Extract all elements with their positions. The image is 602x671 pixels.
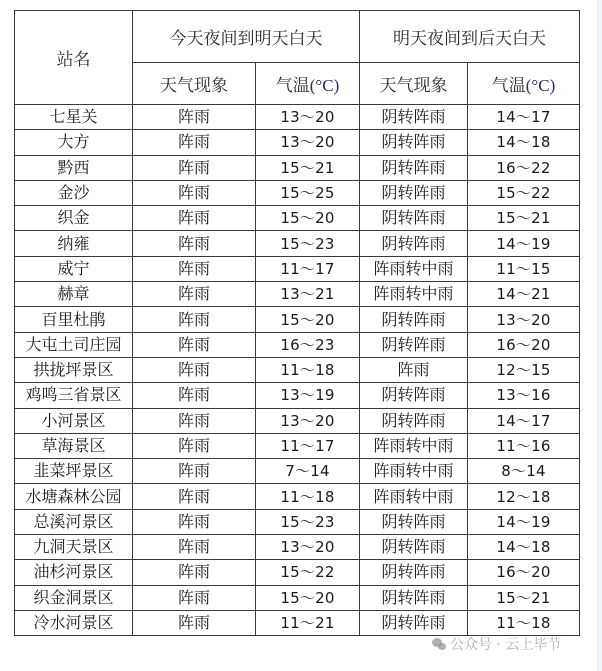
table-row [15, 332, 580, 357]
table-row [15, 256, 580, 281]
table-row [15, 357, 580, 382]
station-name: 水塘森林公园 [15, 484, 133, 509]
table-row [15, 282, 580, 307]
weather-period1: 阵雨 [133, 459, 256, 484]
weather-period1: 阵雨 [133, 155, 256, 180]
weather-period1: 阵雨 [133, 231, 256, 256]
weather-period2: 阵雨转中雨 [360, 484, 468, 509]
header-row-periods [15, 11, 580, 63]
weather-period2: 阴转阵雨 [360, 509, 468, 534]
temp-period1: 15～20 [256, 206, 360, 231]
weather-period1: 阵雨 [133, 332, 256, 357]
temp-period1: 11～17 [256, 256, 360, 281]
temp-period2: 13～16 [468, 383, 580, 408]
station-name: 金沙 [15, 180, 133, 205]
weather-period1: 阵雨 [133, 357, 256, 382]
temp-period2: 14～17 [468, 408, 580, 433]
weather-period2: 阵雨转中雨 [360, 256, 468, 281]
table-row [15, 585, 580, 610]
station-name: 织金洞景区 [15, 585, 133, 610]
temp-period2: 14～17 [468, 105, 580, 130]
table-row [15, 130, 580, 155]
weather-period2: 阴转阵雨 [360, 130, 468, 155]
temp-period2: 14～21 [468, 282, 580, 307]
temp-period1: 13～20 [256, 535, 360, 560]
weather-period1: 阵雨 [133, 105, 256, 130]
station-name: 总溪河景区 [15, 509, 133, 534]
table-row [15, 560, 580, 585]
temp-period2: 16～20 [468, 332, 580, 357]
temp-period1: 11～18 [256, 484, 360, 509]
header-period-tomorrow-night-day-after: 明天夜间到后天白天 [360, 11, 580, 63]
station-name: 冷水河景区 [15, 610, 133, 635]
station-name: 拱拢坪景区 [15, 357, 133, 382]
station-name: 鸡鸣三省景区 [15, 383, 133, 408]
weather-period1: 阵雨 [133, 433, 256, 458]
station-name: 大方 [15, 130, 133, 155]
temp-period1: 11～21 [256, 610, 360, 635]
page-edge-strip [597, 0, 602, 671]
temp-period2: 15～21 [468, 585, 580, 610]
table-row [15, 433, 580, 458]
weather-period2: 阴转阵雨 [360, 408, 468, 433]
weather-period2: 阴转阵雨 [360, 585, 468, 610]
station-name: 韭菜坪景区 [15, 459, 133, 484]
weather-period1: 阵雨 [133, 535, 256, 560]
temp-period1: 11～17 [256, 433, 360, 458]
temp-period1: 15～22 [256, 560, 360, 585]
temp-period2: 11～15 [468, 256, 580, 281]
watermark-text: 公众号 · 云上毕节 [450, 637, 562, 653]
temp-period2: 15～21 [468, 206, 580, 231]
weather-period1: 阵雨 [133, 206, 256, 231]
temp-period2: 12～15 [468, 357, 580, 382]
weather-period2: 阴转阵雨 [360, 610, 468, 635]
temp-period2: 14～18 [468, 535, 580, 560]
station-name: 织金 [15, 206, 133, 231]
weather-period1: 阵雨 [133, 180, 256, 205]
station-name: 黔西 [15, 155, 133, 180]
temp-period2: 13～20 [468, 307, 580, 332]
temp-period1: 15～23 [256, 231, 360, 256]
weather-period2: 阴转阵雨 [360, 383, 468, 408]
temp-period1: 15～20 [256, 585, 360, 610]
weather-period2: 阵雨转中雨 [360, 459, 468, 484]
weather-period2: 阴转阵雨 [360, 535, 468, 560]
temp-period2: 16～20 [468, 560, 580, 585]
temp-period2: 16～22 [468, 155, 580, 180]
temp-period1: 15～21 [256, 155, 360, 180]
weather-period1: 阵雨 [133, 585, 256, 610]
weather-period2: 阴转阵雨 [360, 307, 468, 332]
table-row [15, 105, 580, 130]
temp-label: 气温 [491, 76, 526, 96]
table-row [15, 535, 580, 560]
temp-period2: 8～14 [468, 459, 580, 484]
weather-period2: 阴转阵雨 [360, 155, 468, 180]
temp-period2: 12～18 [468, 484, 580, 509]
temp-period1: 15～23 [256, 509, 360, 534]
temp-period1: 15～25 [256, 180, 360, 205]
table-row [15, 484, 580, 509]
weather-period1: 阵雨 [133, 383, 256, 408]
watermark [432, 634, 561, 654]
table-row [15, 509, 580, 534]
station-name: 小河景区 [15, 408, 133, 433]
temp-period1: 13～19 [256, 383, 360, 408]
temp-period1: 11～18 [256, 357, 360, 382]
table-row [15, 307, 580, 332]
weather-period1: 阵雨 [133, 282, 256, 307]
temp-period2: 11～16 [468, 433, 580, 458]
station-name: 油杉河景区 [15, 560, 133, 585]
station-name: 大屯土司庄园 [15, 332, 133, 357]
table-row [15, 383, 580, 408]
header-temp-2 [468, 63, 580, 105]
weather-period2: 阴转阵雨 [360, 105, 468, 130]
temp-period1: 13～20 [256, 105, 360, 130]
station-name: 纳雍 [15, 231, 133, 256]
table-row [15, 610, 580, 635]
weather-period1: 阵雨 [133, 484, 256, 509]
weather-period2: 阴转阵雨 [360, 180, 468, 205]
weather-period2: 阵雨转中雨 [360, 282, 468, 307]
weather-period1: 阵雨 [133, 509, 256, 534]
header-weather-1: 天气现象 [133, 63, 256, 105]
station-name: 九洞天景区 [15, 535, 133, 560]
temp-period1: 13～20 [256, 130, 360, 155]
station-name: 威宁 [15, 256, 133, 281]
weather-period2: 阴转阵雨 [360, 560, 468, 585]
header-period-tonight-tomorrow: 今天夜间到明天白天 [133, 11, 360, 63]
wechat-icon [432, 638, 446, 650]
temp-unit: (°C) [525, 76, 556, 95]
temp-period2: 14～19 [468, 509, 580, 534]
table-row [15, 231, 580, 256]
weather-period1: 阵雨 [133, 307, 256, 332]
station-name: 七星关 [15, 105, 133, 130]
header-station: 站名 [15, 11, 133, 105]
temp-period2: 14～18 [468, 130, 580, 155]
weather-period1: 阵雨 [133, 408, 256, 433]
temp-period1: 13～21 [256, 282, 360, 307]
station-name: 赫章 [15, 282, 133, 307]
forecast-table [14, 10, 580, 636]
weather-period2: 阵雨转中雨 [360, 433, 468, 458]
header-weather-2: 天气现象 [360, 63, 468, 105]
table-row [15, 180, 580, 205]
temp-period2: 15～22 [468, 180, 580, 205]
temp-period1: 16～23 [256, 332, 360, 357]
station-name: 草海景区 [15, 433, 133, 458]
weather-period2: 阴转阵雨 [360, 332, 468, 357]
weather-period1: 阵雨 [133, 610, 256, 635]
station-name: 百里杜鹃 [15, 307, 133, 332]
weather-period2: 阵雨 [360, 357, 468, 382]
weather-period1: 阵雨 [133, 130, 256, 155]
temp-label: 气温 [275, 76, 310, 96]
weather-period2: 阴转阵雨 [360, 206, 468, 231]
table-row [15, 459, 580, 484]
temp-period1: 15～20 [256, 307, 360, 332]
header-temp-1 [256, 63, 360, 105]
temp-unit: (°C) [309, 76, 340, 95]
temp-period2: 14～19 [468, 231, 580, 256]
weather-period2: 阴转阵雨 [360, 231, 468, 256]
table-row [15, 206, 580, 231]
temp-period1: 13～20 [256, 408, 360, 433]
weather-period1: 阵雨 [133, 256, 256, 281]
temp-period1: 7～14 [256, 459, 360, 484]
table-row [15, 408, 580, 433]
table-row [15, 155, 580, 180]
weather-period1: 阵雨 [133, 560, 256, 585]
temp-period2: 11～18 [468, 610, 580, 635]
